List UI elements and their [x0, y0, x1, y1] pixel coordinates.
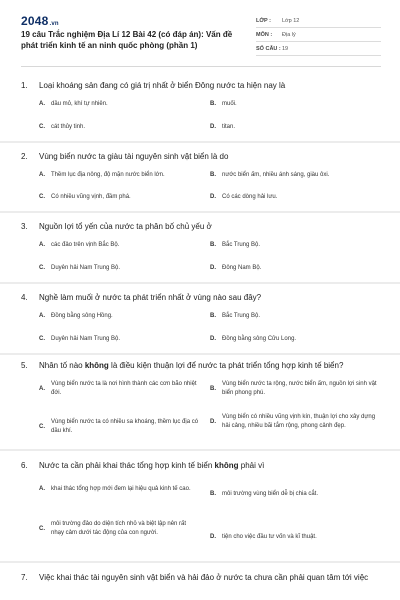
question-number: 1.: [21, 81, 28, 90]
option-a[interactable]: A. Vùng biển nước ta là nơi hình thành các cơn bão nhiệt đới.: [39, 381, 197, 396]
question-stem: [21, 292, 381, 303]
option-a[interactable]: A. khai thác tổng hợp mới đem lại hiệu quả kinh tế cao.: [39, 486, 191, 492]
meta-value: Địa lý: [282, 31, 296, 38]
meta-value: Lớp 12: [282, 17, 300, 24]
question-text: Nghề làm muối ở nước ta phát triển nhất ở vùng nào sau đây?: [39, 293, 262, 302]
question-number: 2.: [21, 152, 28, 161]
question-text: Vùng biển nước ta giàu tài nguyên sinh vật biển là do: [39, 152, 229, 161]
question-number: 4.: [21, 293, 28, 302]
meta-row-subject: [256, 28, 381, 42]
option-d[interactable]: D. Đồng bằng sông Cửu Long.: [210, 336, 297, 342]
header-divider: [21, 66, 381, 67]
question-text: Việc khai thác tài nguyên sinh vật biển và hải đảo ở nước ta chưa cần phải quan tâm tới việc: [39, 573, 369, 582]
meta-row-class: [256, 14, 381, 28]
question-separator: [0, 141, 400, 143]
option-c[interactable]: C. Duyên hải Nam Trung Bộ.: [39, 336, 121, 342]
option-d[interactable]: D. Vùng biển có nhiều vũng vịnh kín, thuận lợi cho xây dựng hải cảng, nhiều bãi tắm rộng, phong cảnh đẹp.: [210, 414, 376, 429]
question-7: [21, 572, 381, 583]
meta-row-count: [256, 42, 381, 56]
option-c[interactable]: C. Duyên hải Nam Trung Bộ.: [39, 265, 121, 271]
question-stem: [21, 360, 381, 371]
option-c[interactable]: C. cát thủy tinh.: [39, 124, 86, 130]
question-number: 5.: [21, 361, 28, 370]
option-c[interactable]: C. môi trường đảo do diện tích nhỏ và biệt lập nên rất nhạy cảm dưới tác động của con người.: [39, 521, 187, 536]
site-logo[interactable]: [21, 14, 59, 28]
meta-key: SỐ CÂU :: [256, 45, 281, 52]
question-separator: [0, 449, 400, 451]
question-stem: [21, 572, 381, 583]
option-b[interactable]: B. Bắc Trung Bộ.: [210, 242, 261, 248]
option-a[interactable]: A. Thềm lục địa nông, độ mặn nước biển lớn.: [39, 172, 165, 178]
question-stem: [21, 460, 381, 471]
option-a[interactable]: A. dầu mỏ, khí tự nhiên.: [39, 101, 108, 107]
option-d[interactable]: D. Có các dòng hải lưu.: [210, 194, 278, 200]
question-text: Loại khoáng sản đang có giá trị nhất ở biển Đông nước ta hiện nay là: [39, 81, 286, 90]
option-d[interactable]: D. tiện cho việc đầu tư vốn và kĩ thuật.: [210, 534, 317, 540]
option-b[interactable]: B. nước biển ấm, nhiều ánh sáng, giàu ôxi.: [210, 172, 330, 178]
logo-suffix: .vn: [49, 21, 59, 27]
meta-key: LỚP :: [256, 17, 271, 24]
question-5: [21, 360, 381, 371]
option-c[interactable]: C. Vùng biển nước ta có nhiều sa khoáng, thềm lục địa có dầu khí.: [39, 419, 199, 434]
question-stem: [21, 151, 381, 162]
question-3: [21, 221, 381, 232]
question-separator: [0, 211, 400, 213]
question-number: 6.: [21, 461, 28, 470]
document-header: [0, 0, 400, 66]
option-d[interactable]: D. Đông Nam Bộ.: [210, 265, 262, 271]
option-d[interactable]: D. titan.: [210, 124, 236, 130]
question-number: 7.: [21, 573, 28, 582]
document-title: 19 câu Trắc nghiệm Địa Lí 12 Bài 42 (có đáp án): Vấn đề phát triển kinh tế an ninh quốc phòng (phần 1): [21, 30, 233, 50]
option-a[interactable]: A. các đảo trên vịnh Bắc Bộ.: [39, 242, 120, 248]
question-text: Nước ta cần phải khai thác tổng hợp kinh tế biển không phải vì: [39, 461, 265, 470]
question-stem: [21, 221, 381, 232]
meta-value: 19: [282, 45, 289, 52]
meta-key: MÔN :: [256, 31, 273, 38]
option-a[interactable]: A. Đồng bằng sông Hồng.: [39, 313, 113, 319]
option-b[interactable]: B. Bắc Trung Bộ.: [210, 313, 261, 319]
question-1: [21, 80, 381, 91]
logo-text: 2048: [21, 14, 49, 28]
question-text: Nhân tố nào không là điều kiện thuận lợi để nước ta phát triển tổng hợp kinh tế biển?: [39, 361, 344, 370]
question-separator: [0, 282, 400, 284]
option-b[interactable]: B. môi trường vùng biển dễ bị chia cắt.: [210, 491, 319, 497]
question-2: [21, 151, 381, 162]
option-c[interactable]: C. Có nhiều vũng vịnh, đầm phá.: [39, 194, 131, 200]
question-6: [21, 460, 381, 471]
option-b[interactable]: B. Vùng biển nước ta rộng, nước biển ấm, nguồn lợi sinh vật biển phong phú.: [210, 381, 377, 396]
meta-table: [256, 14, 381, 56]
question-text: Nguồn lợi tổ yến của nước ta phân bố chủ yếu ở: [39, 222, 212, 231]
question-separator: [0, 561, 400, 563]
question-4: [21, 292, 381, 303]
question-separator: [0, 353, 400, 355]
question-stem: [21, 80, 381, 91]
option-b[interactable]: B. muối.: [210, 101, 237, 107]
question-number: 3.: [21, 222, 28, 231]
